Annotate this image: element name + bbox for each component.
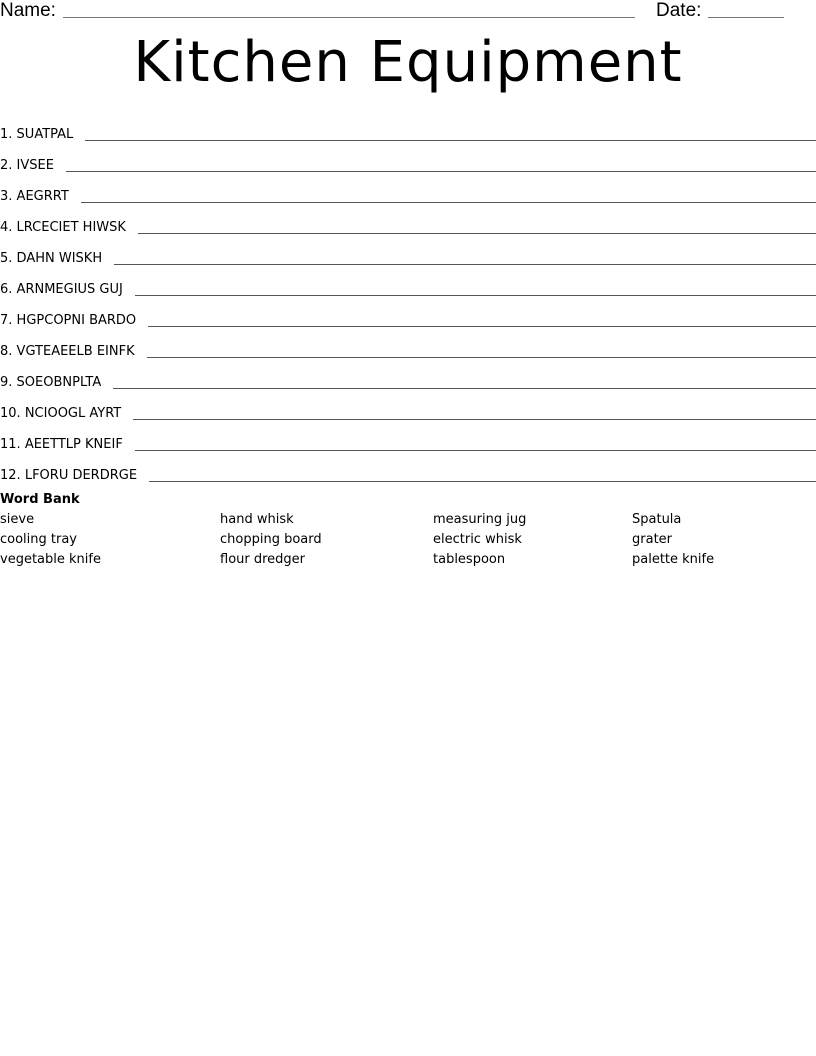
word-bank-entry: chopping board (220, 532, 322, 547)
answer-line[interactable] (85, 139, 816, 141)
puzzle-row (0, 143, 816, 174)
puzzle-row (0, 267, 816, 298)
puzzle-row (0, 360, 816, 391)
puzzle-row (0, 205, 816, 236)
word-bank-column (220, 511, 322, 571)
word-bank-column (0, 511, 101, 571)
answer-line[interactable] (133, 418, 816, 420)
word-bank-entry: sieve (0, 512, 35, 527)
puzzle-number: 3. (0, 189, 13, 204)
puzzle-number: 1. (0, 127, 13, 142)
scramble-list (0, 112, 816, 484)
puzzle-number: 12. (0, 468, 21, 483)
scrambled-word: IVSEE (16, 158, 54, 173)
page-title: Kitchen Equipment (133, 30, 683, 95)
answer-line[interactable] (147, 356, 816, 358)
word-bank-title: Word Bank (0, 492, 80, 507)
word-bank-entry: Spatula (632, 512, 682, 527)
scrambled-word: LRCECIET HIWSK (16, 220, 126, 235)
scrambled-word: AEETTLP KNEIF (24, 437, 123, 452)
word-bank-entry: measuring jug (433, 512, 527, 527)
header-row (0, 0, 816, 24)
word-bank-entry: hand whisk (220, 512, 294, 527)
answer-line[interactable] (81, 201, 816, 203)
word-bank-entry: vegetable knife (0, 552, 101, 567)
scrambled-word: NCIOOGL AYRT (24, 406, 122, 421)
answer-line[interactable] (135, 449, 816, 451)
puzzle-row (0, 329, 816, 360)
puzzle-row (0, 174, 816, 205)
word-bank-entry: tablespoon (433, 552, 506, 567)
scrambled-word: AEGRRT (16, 189, 69, 204)
answer-line[interactable] (114, 263, 816, 265)
puzzle-number: 10. (0, 406, 21, 421)
word-bank-entry: palette knife (632, 552, 715, 567)
date-field-line[interactable] (708, 17, 784, 18)
puzzle-number: 11. (0, 437, 21, 452)
word-bank-column (632, 511, 714, 571)
puzzle-row (0, 422, 816, 453)
puzzle-row (0, 453, 816, 484)
answer-line[interactable] (66, 170, 816, 172)
answer-line[interactable] (135, 294, 816, 296)
puzzle-number: 7. (0, 313, 13, 328)
scrambled-word: VGTEAEELB EINFK (16, 344, 135, 359)
puzzle-number: 2. (0, 158, 13, 173)
answer-line[interactable] (148, 325, 816, 327)
puzzle-row (0, 112, 816, 143)
scrambled-word: LFORU DERDRGE (24, 468, 138, 483)
scrambled-word: HGPCOPNI BARDO (16, 313, 137, 328)
name-field-line[interactable] (63, 17, 635, 18)
word-bank-column (433, 511, 526, 571)
puzzle-number: 4. (0, 220, 13, 235)
scrambled-word: DAHN WISKH (16, 251, 103, 266)
word-bank-entry: electric whisk (433, 532, 522, 547)
scrambled-word: ARNMEGIUS GUJ (16, 282, 123, 297)
scrambled-word: SUATPAL (16, 127, 74, 142)
name-label: Name: (0, 0, 56, 21)
word-bank-grid (0, 511, 816, 571)
puzzle-number: 5. (0, 251, 13, 266)
date-label: Date: (656, 0, 702, 21)
word-bank-entry: grater (632, 532, 673, 547)
answer-line[interactable] (113, 387, 816, 389)
word-bank-entry: cooling tray (0, 532, 78, 547)
puzzle-row (0, 298, 816, 329)
puzzle-number: 9. (0, 375, 13, 390)
puzzle-number: 6. (0, 282, 13, 297)
scrambled-word: SOEOBNPLTA (16, 375, 102, 390)
puzzle-row (0, 236, 816, 267)
answer-line[interactable] (138, 232, 816, 234)
answer-line[interactable] (149, 480, 816, 482)
puzzle-number: 8. (0, 344, 13, 359)
word-bank (0, 491, 816, 571)
word-bank-entry: flour dredger (220, 552, 306, 567)
puzzle-row (0, 391, 816, 422)
